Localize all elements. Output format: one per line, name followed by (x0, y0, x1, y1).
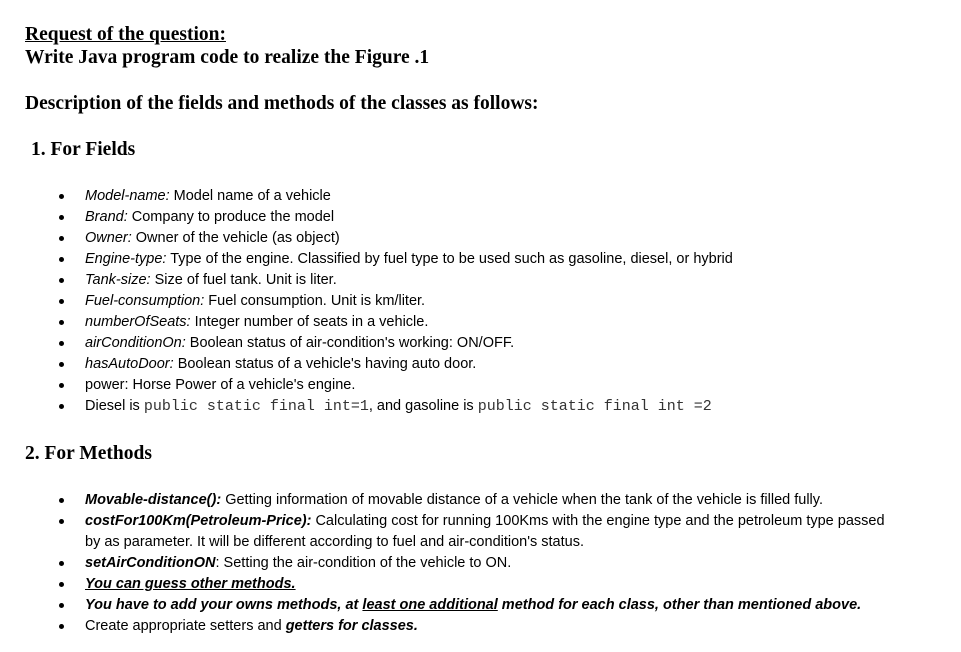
bullet-icon (59, 582, 64, 587)
code-snippet: public static final int =2 (477, 398, 712, 415)
methods-list (0, 490, 885, 637)
bullet-icon (59, 603, 64, 608)
bullet-icon (59, 383, 64, 388)
bullet-icon (59, 498, 64, 503)
bullet-icon (59, 362, 64, 367)
bullet-icon (59, 404, 64, 409)
bullet-icon (59, 278, 64, 283)
bullet-icon (59, 236, 64, 241)
list-item: Brand: Company to produce the model (0, 207, 733, 228)
list-item: You can guess other methods. (0, 574, 885, 595)
list-item: Diesel is public static final int=1, and gasoline is public static final int =2 (0, 396, 733, 417)
code-snippet: public static final int=1 (143, 398, 369, 415)
list-item: Create appropriate setters and getters for classes. (0, 616, 885, 637)
list-item: Tank-size: Size of fuel tank. Unit is liter. (0, 270, 733, 291)
bullet-icon (59, 194, 64, 199)
list-item: power: Horse Power of a vehicle's engine. (0, 375, 733, 396)
list-item: Engine-type: Type of the engine. Classified by fuel type to be used such as gasoline, diesel, or hybrid (0, 249, 733, 270)
bullet-icon (59, 561, 64, 566)
bullet-icon (59, 257, 64, 262)
bullet-icon (59, 624, 64, 629)
bullet-icon (59, 341, 64, 346)
list-item: airConditionOn: Boolean status of air-condition's working: ON/OFF. (0, 333, 733, 354)
methods-heading: 2. For Methods (25, 443, 152, 464)
fields-heading: 1. For Fields (31, 139, 136, 160)
description-heading: Description of the fields and methods of the classes as follows: (25, 93, 539, 114)
list-item: Fuel-consumption: Fuel consumption. Unit is km/liter. (0, 291, 733, 312)
bullet-icon (59, 299, 64, 304)
bullet-icon (59, 320, 64, 325)
list-item: Model-name: Model name of a vehicle (0, 186, 733, 207)
list-item: You have to add your owns methods, at least one additional method for each class, other than mentioned above. (0, 595, 885, 616)
fields-list (0, 186, 733, 417)
request-heading: Request of the question: (25, 24, 226, 45)
bullet-icon (59, 215, 64, 220)
list-item: hasAutoDoor: Boolean status of a vehicle's having auto door. (0, 354, 733, 375)
list-item: costFor100Km(Petroleum-Price): Calculating cost for running 100Kms with the engine type and the petroleum type passed by as parameter. It will be different according to fuel and air-condition's status. (0, 511, 885, 553)
write-instruction: Write Java program code to realize the Figure .1 (25, 47, 430, 68)
list-item: Movable-distance(): Getting information of movable distance of a vehicle when the tank of the vehicle is filled fully. (0, 490, 885, 511)
list-item: Owner: Owner of the vehicle (as object) (0, 228, 733, 249)
list-item: numberOfSeats: Integer number of seats in a vehicle. (0, 312, 733, 333)
bullet-icon (59, 519, 64, 524)
list-item: setAirConditionON: Setting the air-condition of the vehicle to ON. (0, 553, 885, 574)
